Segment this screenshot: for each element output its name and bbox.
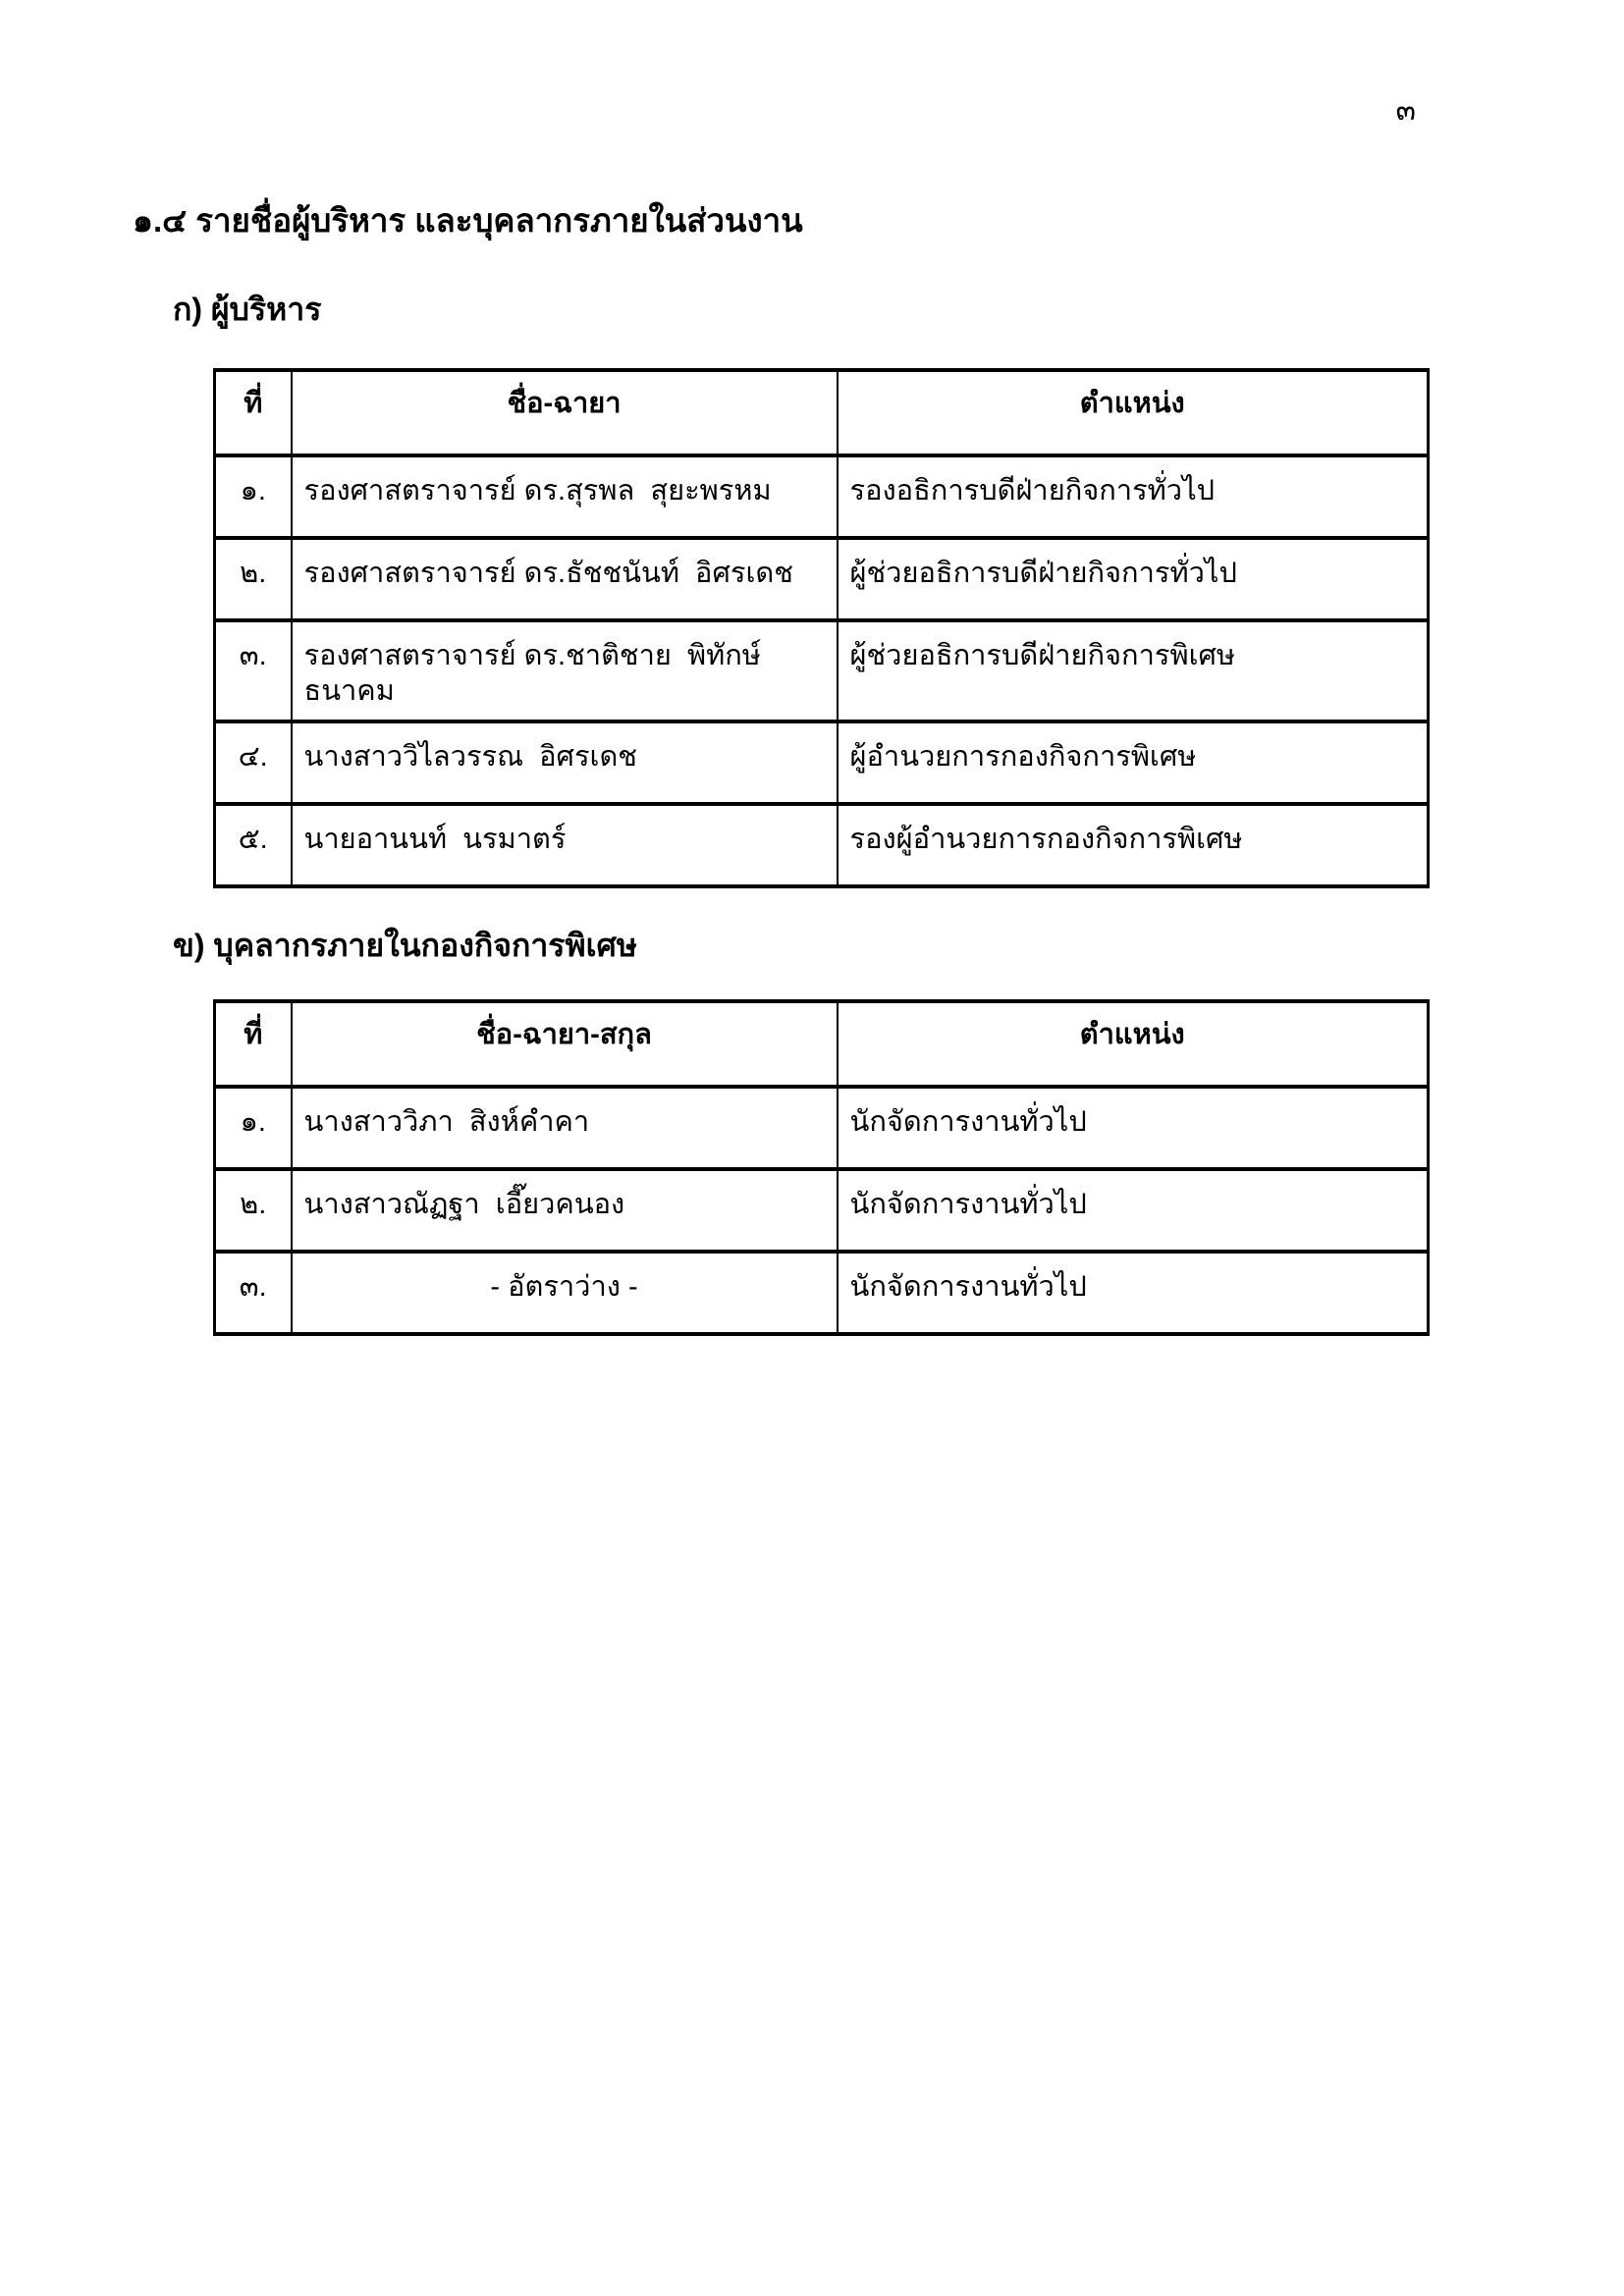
person-name: นางสาววิไลวรรณ อิศรเดช	[292, 721, 838, 804]
vacant-position-label: - อัตราว่าง -	[292, 1252, 838, 1334]
header-no: ที่	[215, 370, 292, 455]
header-name: ชื่อ-ฉายา	[292, 370, 838, 455]
row-number: ๕.	[215, 804, 292, 886]
person-name: รองศาสตราจารย์ ดร.ธัชชนันท์ อิศรเดช	[292, 538, 838, 620]
document-heading: ๑.๔ รายชื่อผู้บริหาร และบุคลากรภายในส่วนงาน	[133, 202, 803, 239]
person-position: นักจัดการงานทั่วไป	[838, 1169, 1429, 1252]
person-position: นักจัดการงานทั่วไป	[838, 1087, 1429, 1169]
person-position: ผู้ช่วยอธิการบดีฝ่ายกิจการทั่วไป	[838, 538, 1429, 620]
table-header-row	[215, 370, 1429, 455]
person-position: รองผู้อำนวยการกองกิจการพิเศษ	[838, 804, 1429, 886]
table-row	[215, 804, 1429, 886]
person-name: นายอานนท์ นรมาตร์	[292, 804, 838, 886]
section-a-label: ก) ผู้บริหาร	[173, 292, 322, 327]
header-name: ชื่อ-ฉายา-สกุล	[292, 1001, 838, 1087]
table-row	[215, 538, 1429, 620]
row-number: ๓.	[215, 1252, 292, 1334]
managers-table	[213, 368, 1430, 888]
table-row	[215, 455, 1429, 538]
row-number: ๓.	[215, 620, 292, 721]
table-header-row	[215, 1001, 1429, 1087]
page-number: ๓	[1395, 94, 1416, 127]
person-name: รองศาสตราจารย์ ดร.ชาติชาย พิทักษ์ธนาคม	[292, 620, 838, 721]
header-no: ที่	[215, 1001, 292, 1087]
table-row	[215, 721, 1429, 804]
person-position: ผู้ช่วยอธิการบดีฝ่ายกิจการพิเศษ	[838, 620, 1429, 721]
table-row	[215, 1087, 1429, 1169]
header-position: ตำแหน่ง	[838, 370, 1429, 455]
person-position: นักจัดการงานทั่วไป	[838, 1252, 1429, 1334]
section-b-label: ข) บุคลากรภายในกองกิจการพิเศษ	[173, 928, 637, 963]
row-number: ๑.	[215, 455, 292, 538]
table-row	[215, 620, 1429, 721]
row-number: ๒.	[215, 538, 292, 620]
staff-table	[213, 999, 1430, 1336]
table-row	[215, 1169, 1429, 1252]
table-row	[215, 1252, 1429, 1334]
header-position: ตำแหน่ง	[838, 1001, 1429, 1087]
row-number: ๒.	[215, 1169, 292, 1252]
row-number: ๑.	[215, 1087, 292, 1169]
row-number: ๔.	[215, 721, 292, 804]
person-name: รองศาสตราจารย์ ดร.สุรพล สุยะพรหม	[292, 455, 838, 538]
person-name: นางสาววิภา สิงห์คำคา	[292, 1087, 838, 1169]
person-position: ผู้อำนวยการกองกิจการพิเศษ	[838, 721, 1429, 804]
person-position: รองอธิการบดีฝ่ายกิจการทั่วไป	[838, 455, 1429, 538]
person-name: นางสาวณัฏฐา เอี๊ยวคนอง	[292, 1169, 838, 1252]
